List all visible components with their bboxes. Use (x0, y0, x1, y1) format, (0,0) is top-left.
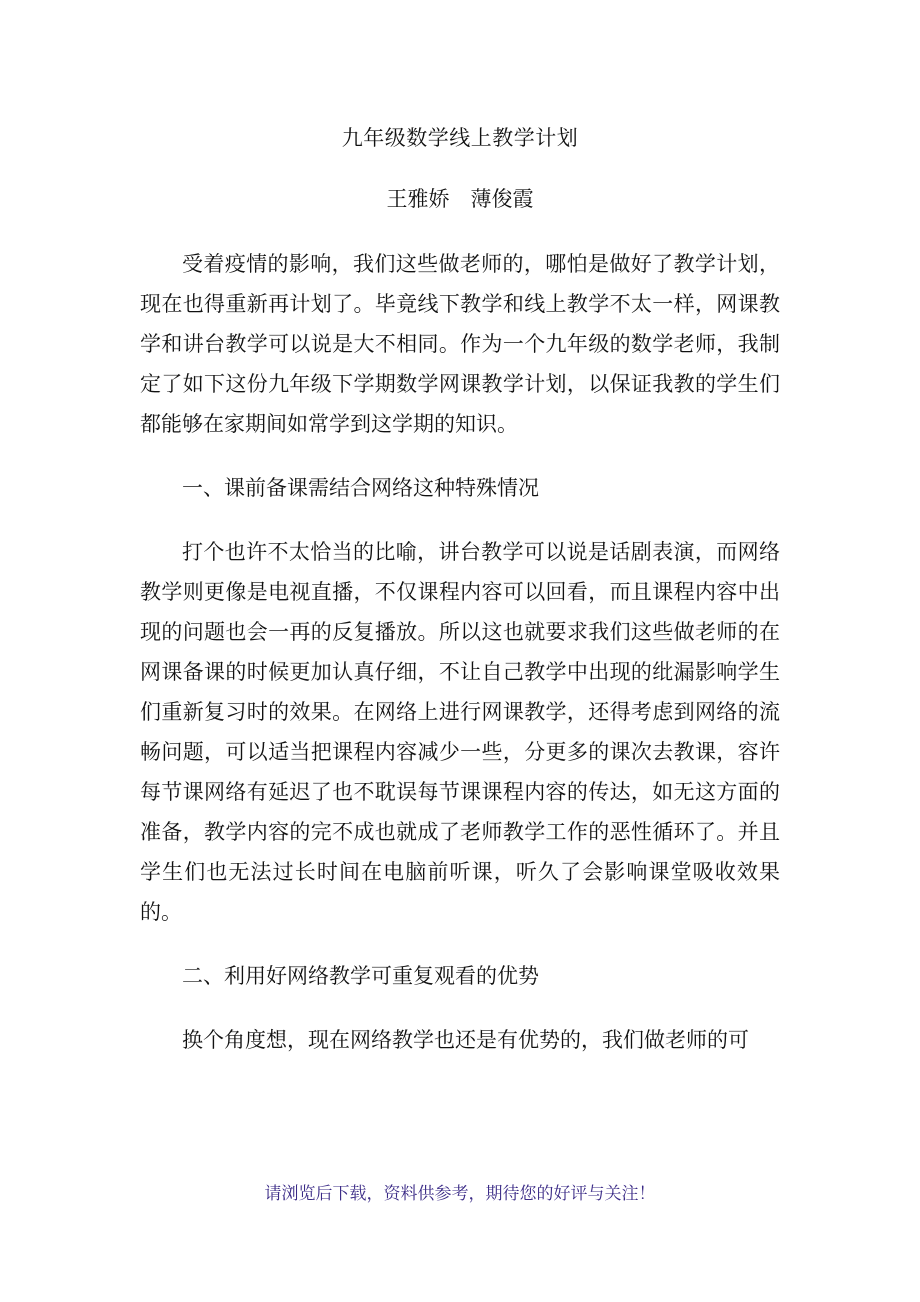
body-paragraph: 受着疫情的影响，我们这些做老师的，哪怕是做好了教学计划，现在也得重新再计划了。毕竟线下教学和线上教学不太一样，网课教学和讲台教学可以说是大不相同。作为一个九年级的数学老师，我制定了如下这份九年级下学期数学网课教学计划，以保证我教的学生们都能够在家期间如常学到这学期的知识。 (140, 252, 780, 436)
body-paragraph: 换个角度想，现在网络教学也还是有优势的，我们做老师的可 (182, 1028, 749, 1052)
document-title: 九年级数学线上教学计划 (341, 126, 579, 150)
body-paragraph: 打个也许不太恰当的比喻，讲台教学可以说是话剧表演，而网络教学则更像是电视直播，不仅课程内容可以回看，而且课程内容中出现的问题也会一再的反复播放。所以这也就要求我们这些做老师的在网课备课的时候更加认真仔细，不让自己教学中出现的纰漏影响学生们重新复习时的效果。在网络上进行网课教学，还得考虑到网络的流畅问题，可以适当把课程内容减少一些，分更多的课次去教课，容许每节课网络有延迟了也不耽误每节课课程内容的传达，如无这方面的准备，教学内容的完不成也就成了老师教学工作的恶性循环了。并且学生们也无法过长时间在电脑前听课，听久了会影响课堂吸收效果的。 (140, 540, 780, 924)
section-heading: 一、课前备课需结合网络这种特殊情况 (182, 476, 539, 500)
document-body (140, 244, 780, 1060)
section-heading: 二、利用好网络教学可重复观看的优势 (182, 964, 539, 988)
download-footer-note: 请浏览后下载，资料供参考，期待您的好评与关注！ (264, 1184, 656, 1204)
document-authors: 王雅娇 薄俊霞 (386, 187, 534, 211)
